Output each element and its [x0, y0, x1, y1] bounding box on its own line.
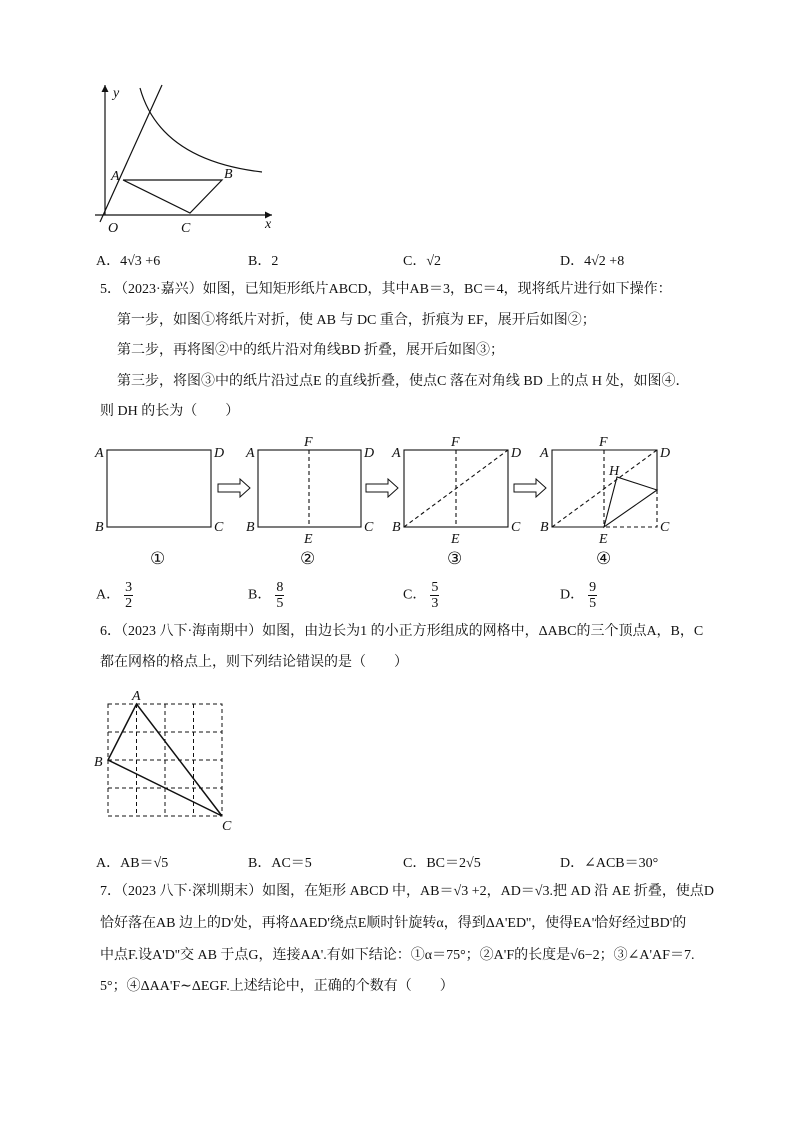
q6-stem: 6．（2023 八下·海南期中）如图，由边长为1 的小正方形组成的网格中，ΔABC的三个顶点A，B，C: [100, 624, 704, 639]
vertex-b-label: B: [94, 755, 103, 770]
svg-text:C: C: [364, 520, 374, 535]
y-axis-label: y: [113, 86, 120, 101]
q7-line-2: 恰好落在AB 边上的D'处，再将ΔAED'绕点E顺时针旋转α，得到ΔA'ED''，使得EA'恰好经过BD'的: [100, 916, 687, 931]
q5-stem: 5．（2023·嘉兴）如图，已知矩形纸片ABCD，其中AB＝3，BC＝4，现将纸片进行如下操作：: [100, 282, 672, 297]
svg-text:E: E: [451, 532, 460, 547]
point-a-label: A: [111, 169, 120, 184]
svg-text:F: F: [451, 435, 460, 450]
vertex-a-label: A: [132, 689, 141, 704]
q4-option-b[interactable]: B．2: [248, 254, 279, 269]
q7-line-4: 5°；④ΔAA'F∼ΔEGF.上述结论中，正确的个数有（ ）: [100, 979, 454, 994]
vertex-c-label: C: [222, 819, 232, 834]
svg-text:D: D: [660, 446, 671, 461]
svg-text:H: H: [609, 464, 620, 479]
svg-text:D: D: [364, 446, 375, 461]
svg-text:C: C: [511, 520, 521, 535]
rect-fig-1: [107, 450, 211, 527]
q5-option-b[interactable]: B． $\frac{8}{5}$: [248, 580, 284, 611]
svg-text:B: B: [246, 520, 255, 535]
svg-text:C: C: [214, 520, 224, 535]
svg-text:E: E: [599, 532, 608, 547]
q6-option-a[interactable]: A．AB＝√5: [96, 856, 169, 871]
svg-text:B: B: [392, 520, 401, 535]
svg-text:A: A: [540, 446, 549, 461]
fig-captions: [150, 549, 611, 568]
svg-text:②: ②: [300, 549, 316, 568]
point-c-label: C: [181, 221, 191, 236]
q4-option-a[interactable]: A．4√3 +6: [96, 254, 161, 269]
q5-step-1: 第一步，如图①将纸片对折，使 AB 与 DC 重合，折痕为 EF，展开后如图②；: [117, 313, 596, 328]
q5-step-2: 第二步，再将图②中的纸片沿对角线BD 折叠，展开后如图③；: [117, 343, 504, 358]
svg-text:D: D: [214, 446, 225, 461]
svg-text:F: F: [599, 435, 608, 450]
svg-text:A: A: [95, 446, 104, 461]
svg-text:①: ①: [150, 549, 166, 568]
origin-label: O: [108, 221, 119, 236]
svg-text:B: B: [540, 520, 549, 535]
x-axis-label: x: [265, 217, 272, 232]
q5-option-c[interactable]: C． $\frac{5}{3}$: [403, 580, 439, 611]
q6-stem-cont: 都在网格的格点上，则下列结论错误的是（ ）: [100, 655, 408, 670]
svg-text:B: B: [95, 520, 104, 535]
svg-text:C: C: [660, 520, 670, 535]
arrow-icons: [218, 479, 546, 497]
q5-question: 则 DH 的长为（ ）: [100, 404, 240, 419]
svg-text:D: D: [511, 446, 522, 461]
svg-text:A: A: [392, 446, 401, 461]
q5-option-a[interactable]: A． $\frac{3}{2}$: [96, 580, 133, 611]
svg-text:E: E: [304, 532, 313, 547]
q4-option-c[interactable]: C．√2: [403, 254, 442, 269]
q4-option-d[interactable]: D．4√2 +8: [560, 254, 625, 269]
q6-option-b[interactable]: B．AC＝5: [248, 856, 312, 871]
q7-line-3: 中点F.设A'D''交 AB 于点G，连接AA'.有如下结论：①α＝75°；②A'F的长度是√6−2；③∠A'AF＝7.: [100, 948, 695, 963]
q6-grid-figure: [108, 704, 222, 816]
svg-text:A: A: [246, 446, 255, 461]
q4-coordinate-graph: [95, 85, 272, 222]
q6-option-d[interactable]: D．∠ACB＝30°: [560, 856, 659, 871]
point-b-label: B: [224, 167, 233, 182]
svg-text:F: F: [304, 435, 313, 450]
q5-option-d[interactable]: D． $\frac{9}{5}$: [560, 580, 597, 611]
q6-option-c[interactable]: C．BC＝2√5: [403, 856, 481, 871]
svg-text:④: ④: [596, 549, 612, 568]
svg-text:③: ③: [447, 549, 463, 568]
q7-line-1: 7．（2023 八下·深圳期末）如图，在矩形 ABCD 中，AB＝√3 +2，AD＝√3.把 AD 沿 AE 折叠，使点D: [100, 884, 714, 899]
q5-step-3: 第三步，将图③中的纸片沿过点E 的直线折叠，使点C 落在对角线 BD 上的点 H 处，如图④．: [117, 374, 690, 389]
